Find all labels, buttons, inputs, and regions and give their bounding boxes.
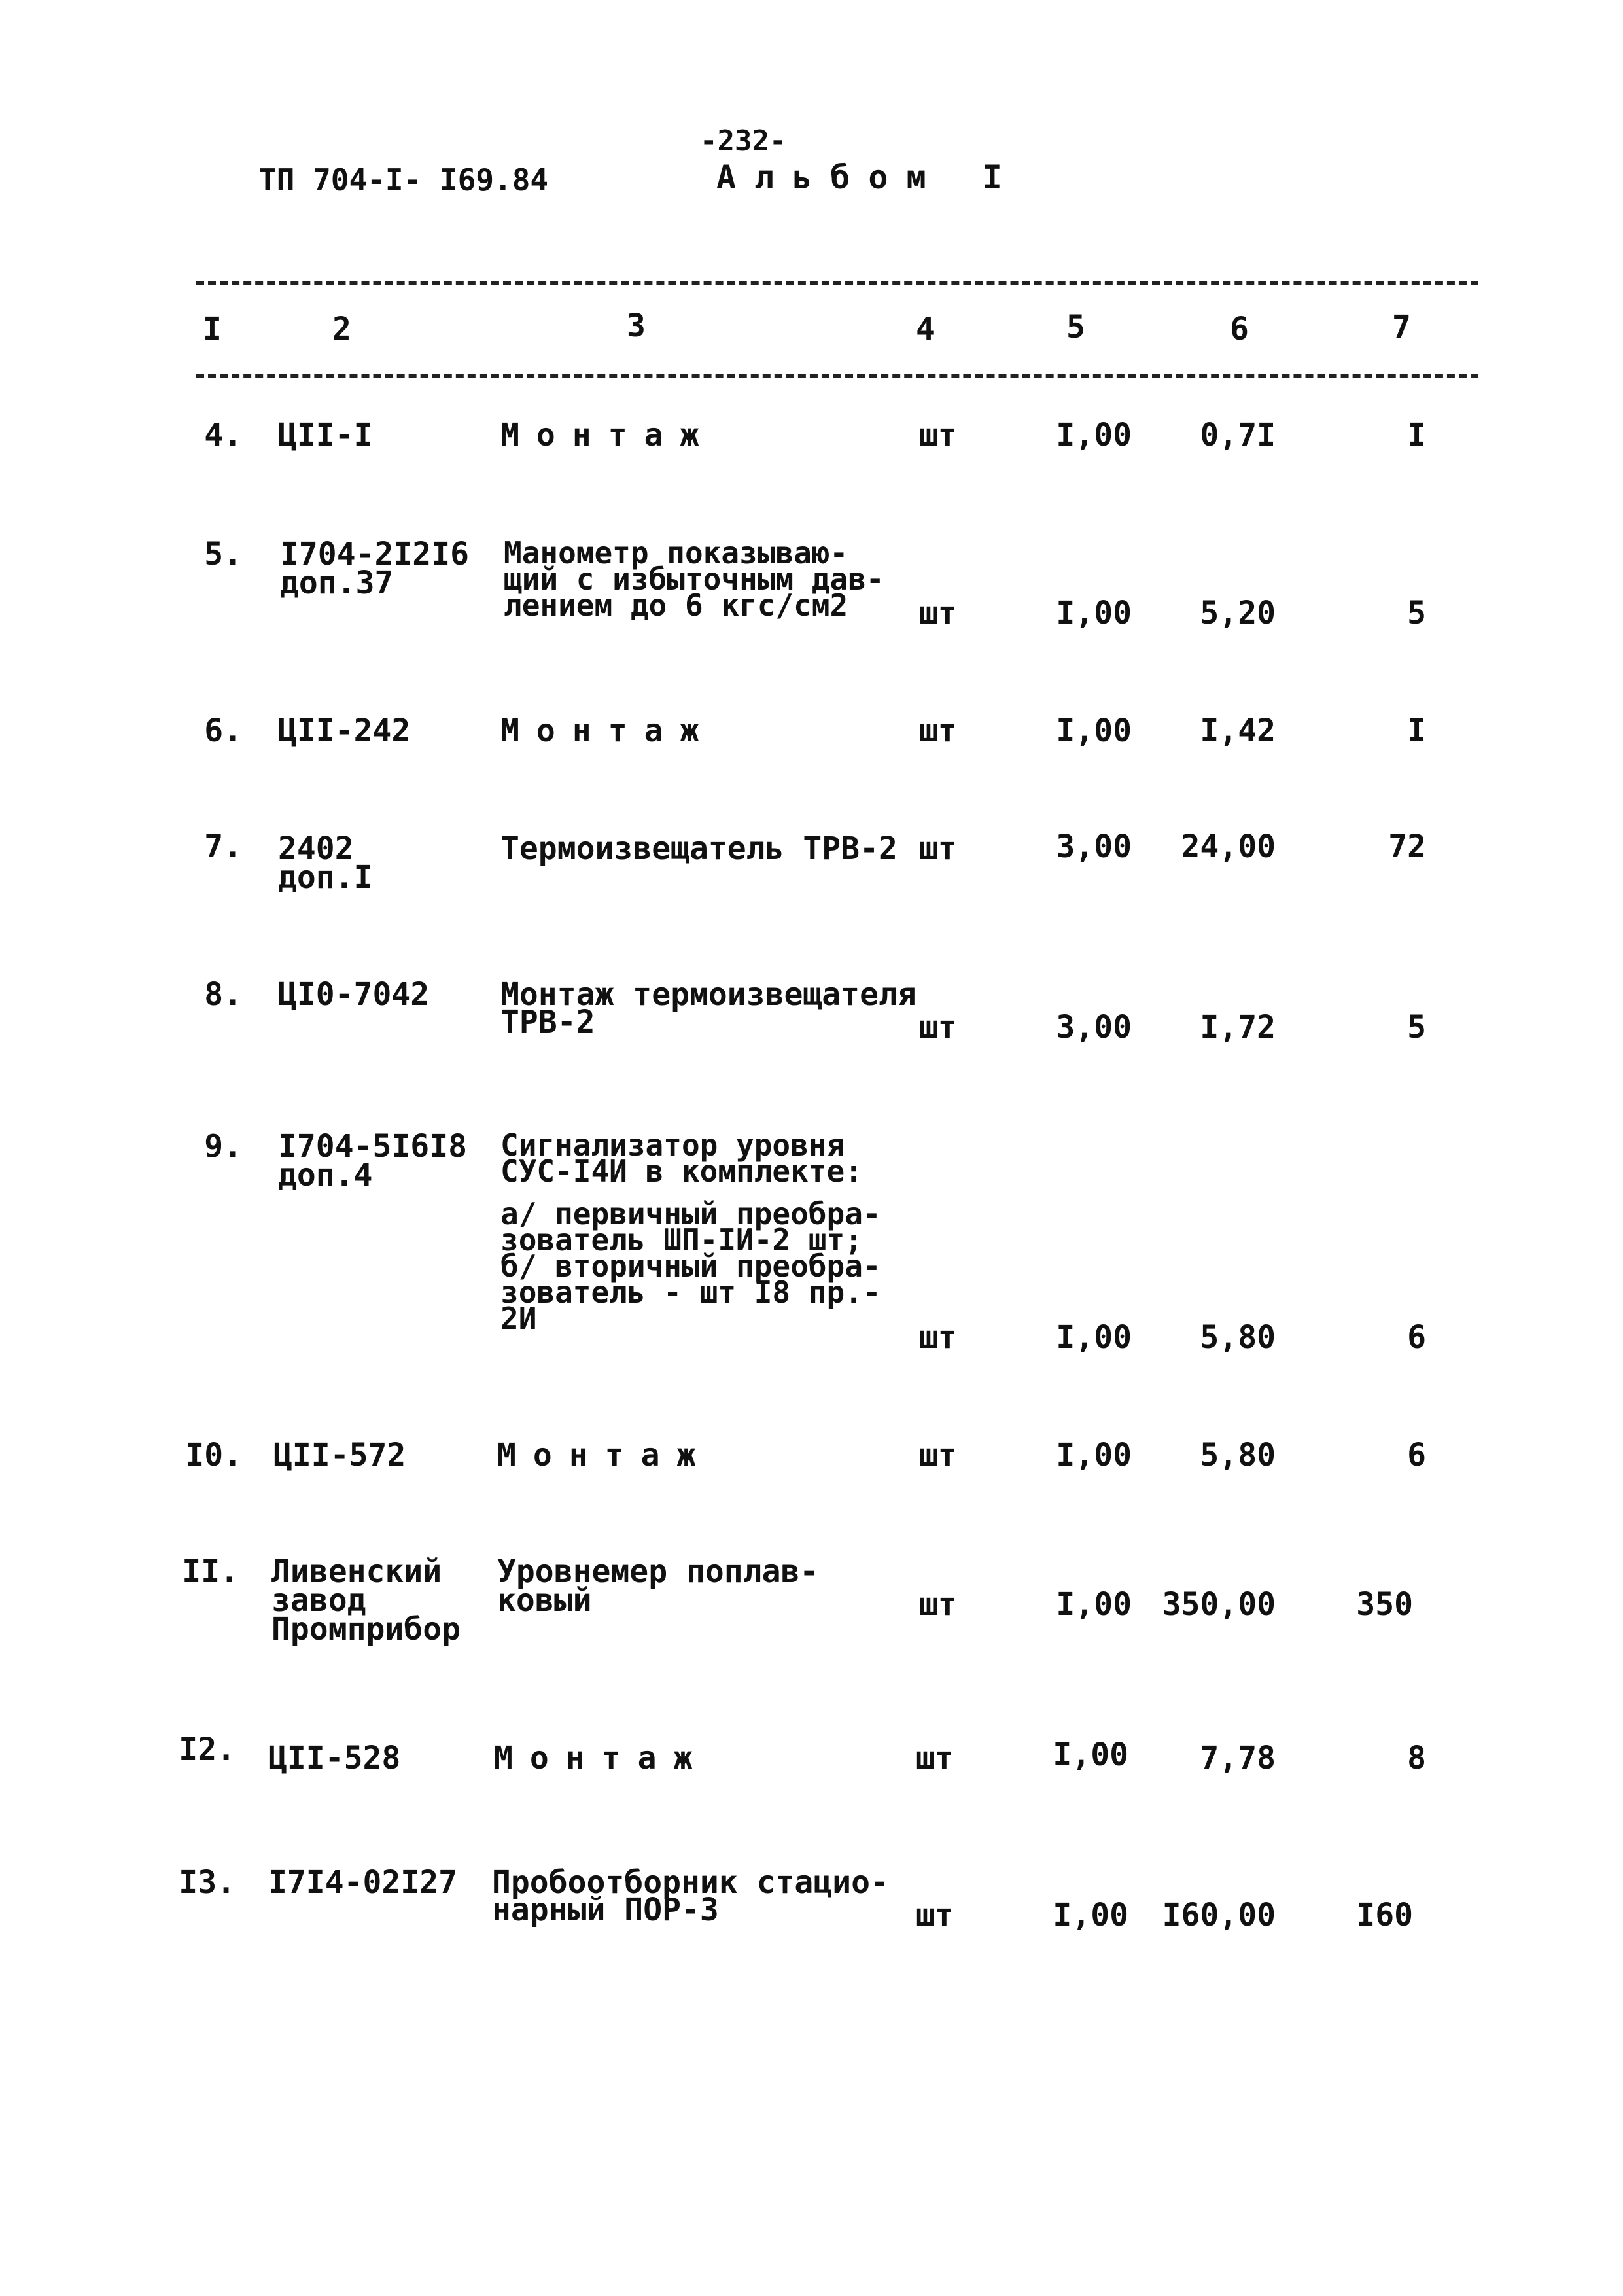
total-cell: 350 xyxy=(1356,1586,1413,1623)
quantity-cell: I,00 xyxy=(1056,1586,1132,1623)
unit-cell: шт xyxy=(919,1009,957,1046)
column-header-3: 3 xyxy=(627,308,646,344)
row-number: 9. xyxy=(204,1128,242,1165)
description-line: Термоизвещатель ТРВ-2 xyxy=(500,830,898,867)
row-number: 6. xyxy=(204,713,242,749)
page-number: -232- xyxy=(700,124,787,158)
price-cell: I,42 xyxy=(1200,713,1276,749)
code-line: ЦII-242 xyxy=(278,713,411,749)
code-line: I704-5I6I8 xyxy=(278,1128,467,1165)
column-header-2: 2 xyxy=(332,311,351,347)
column-header-7: 7 xyxy=(1392,309,1411,345)
quantity-cell: I,00 xyxy=(1053,1897,1128,1934)
row-number: II. xyxy=(182,1553,239,1590)
description-line: СУС-I4И в комплекте: xyxy=(500,1154,863,1189)
quantity-cell: I,00 xyxy=(1056,595,1132,631)
description-line: нарный ПОР-3 xyxy=(492,1892,719,1928)
total-cell: 6 xyxy=(1407,1437,1426,1474)
description-line: Монтаж xyxy=(494,1740,710,1776)
code-line: ЦI0-7042 xyxy=(278,976,430,1013)
unit-cell: шт xyxy=(919,713,957,749)
code-line: доп.I xyxy=(278,859,373,896)
total-cell: I xyxy=(1407,713,1426,749)
header-top-rule xyxy=(196,281,1478,285)
unit-cell: шт xyxy=(919,595,957,631)
code-line: ЦII-572 xyxy=(273,1437,406,1474)
quantity-cell: I,00 xyxy=(1056,1437,1132,1474)
row-number: I3. xyxy=(179,1864,236,1901)
code-line: доп.4 xyxy=(278,1157,373,1193)
price-cell: 5,80 xyxy=(1200,1437,1276,1474)
code-line: Промприбор xyxy=(271,1611,461,1648)
unit-cell: шт xyxy=(919,830,957,867)
description-line: а/ первичный преобра- xyxy=(500,1196,881,1231)
row-number: 5. xyxy=(204,536,242,573)
code-line: завод xyxy=(271,1582,366,1619)
column-header-4: 4 xyxy=(916,311,935,347)
header-bottom-rule xyxy=(196,374,1478,378)
description-line: ТРВ-2 xyxy=(500,1004,595,1040)
code-line: I7I4-02I27 xyxy=(268,1864,457,1901)
price-cell: I,72 xyxy=(1200,1009,1276,1046)
price-cell: 350,00 xyxy=(1162,1586,1276,1623)
description-line: Манометр показываю- xyxy=(504,535,848,571)
total-cell: 72 xyxy=(1388,828,1426,865)
description-line: б/ вторичный преобра- xyxy=(500,1248,881,1284)
code-line: ЦII-I xyxy=(278,417,373,453)
price-cell: 24,00 xyxy=(1181,828,1276,865)
unit-cell: шт xyxy=(919,1319,957,1356)
description-line: зователь ШП-IИ-2 шт; xyxy=(500,1222,863,1258)
total-cell: I60 xyxy=(1356,1897,1413,1934)
column-header-5: 5 xyxy=(1066,309,1085,345)
description-line: щий с избыточным дав- xyxy=(504,561,884,597)
row-number: 8. xyxy=(204,976,242,1013)
row-number: I0. xyxy=(185,1437,242,1474)
total-cell: 5 xyxy=(1407,1009,1426,1046)
price-cell: 0,7I xyxy=(1200,417,1276,453)
unit-cell: шт xyxy=(919,417,957,453)
quantity-cell: 3,00 xyxy=(1056,828,1132,865)
document-code: ТП 704-I- I69.84 xyxy=(258,162,549,198)
code-line: доп.37 xyxy=(280,565,394,601)
row-number: 7. xyxy=(204,828,242,865)
code-line: ЦII-528 xyxy=(268,1740,401,1776)
quantity-cell: I,00 xyxy=(1056,417,1132,453)
description-line: лением до 6 кгс/см2 xyxy=(504,588,848,623)
total-cell: I xyxy=(1407,417,1426,453)
description-line: зователь - шт I8 пр.- xyxy=(500,1275,881,1310)
description-line: Пробоотборник стацио- xyxy=(492,1864,889,1901)
description-line: Монтаж xyxy=(500,713,716,749)
description-line: Монтаж xyxy=(500,417,716,453)
description-line: 2И xyxy=(500,1301,537,1336)
quantity-cell: I,00 xyxy=(1053,1737,1128,1773)
price-cell: I60,00 xyxy=(1162,1897,1276,1934)
column-header-1: I xyxy=(203,311,222,347)
quantity-cell: I,00 xyxy=(1056,713,1132,749)
unit-cell: шт xyxy=(916,1897,954,1934)
quantity-cell: I,00 xyxy=(1056,1319,1132,1356)
code-line: Ливенский xyxy=(271,1553,442,1590)
unit-cell: шт xyxy=(919,1437,957,1474)
description-line: ковый xyxy=(497,1582,592,1619)
row-number: I2. xyxy=(179,1731,236,1768)
description-line: Уровнемер поплав- xyxy=(497,1553,819,1590)
album-title: Альбом I xyxy=(716,158,1021,196)
description-line: Сигнализатор уровня xyxy=(500,1127,845,1163)
row-number: 4. xyxy=(204,417,242,453)
price-cell: 5,80 xyxy=(1200,1319,1276,1356)
price-cell: 7,78 xyxy=(1200,1740,1276,1776)
unit-cell: шт xyxy=(916,1740,954,1776)
total-cell: 8 xyxy=(1407,1740,1426,1776)
code-line: 2402 xyxy=(278,830,354,867)
total-cell: 6 xyxy=(1407,1319,1426,1356)
total-cell: 5 xyxy=(1407,595,1426,631)
column-header-6: 6 xyxy=(1230,311,1249,347)
description-line: Монтаж xyxy=(497,1437,713,1474)
description-line: Монтаж термоизвещателя xyxy=(500,976,916,1013)
price-cell: 5,20 xyxy=(1200,595,1276,631)
code-line: I704-2I2I6 xyxy=(280,536,469,573)
quantity-cell: 3,00 xyxy=(1056,1009,1132,1046)
unit-cell: шт xyxy=(919,1586,957,1623)
